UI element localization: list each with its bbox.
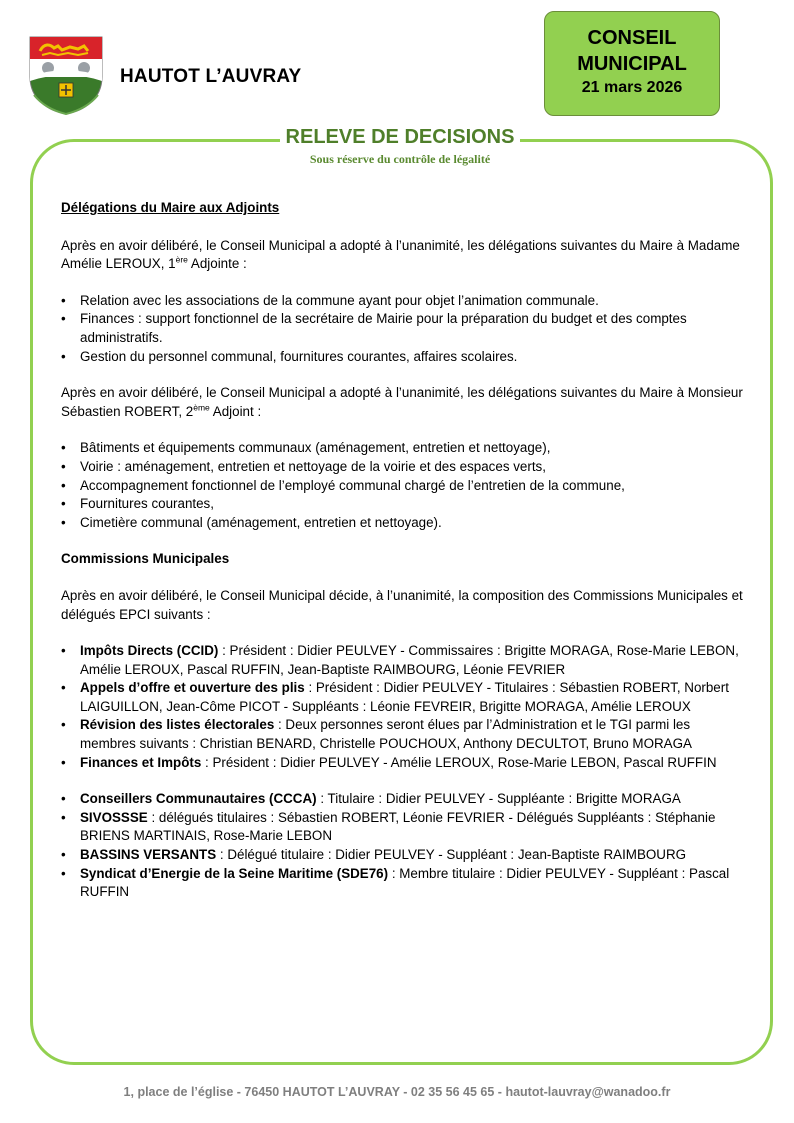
delegation-intro-1 [61, 237, 746, 274]
intro2-tail: Adjoint : [209, 403, 262, 419]
commissions-intro: Après en avoir délibéré, le Conseil Municipal décide, à l’unanimité, la composition des Commissions Municipales et délégués EPCI suivants : [61, 587, 743, 622]
list-item: • Fournitures courantes, [61, 495, 746, 514]
council-label-line1: CONSEIL [587, 27, 677, 49]
list-item: • Relation avec les associations de la commune ayant pour objet l’animation communale. [61, 292, 746, 311]
council-date: 21 mars 2026 [581, 79, 683, 96]
item-text: : délégués titulaires : Sébastien ROBERT, Léonie FEVRIER - Délégués Suppléants : Stéphanie BRIENS MARTINAIS, Rose-Marie LEBON [80, 809, 716, 844]
list-item: • Cimetière communal (aménagement, entretien et nettoyage). [61, 514, 746, 533]
delegation-list-1 [61, 292, 746, 366]
document-body [61, 199, 746, 902]
commission-list-2 [61, 790, 746, 902]
list-item [61, 865, 746, 902]
item-text: : Président : Didier PEULVEY - Titulaires : Sébastien ROBERT, Norbert LAIGUILLON, Jean-Côme PICOT - Suppléants : Léonie FEVREIR, Brigitte MORAGA, Amélie LEROUX [80, 680, 729, 714]
list-item: • Bâtiments et équipements communaux (aménagement, entretien et nettoyage), [61, 439, 746, 458]
council-label-line2: MUNICIPAL [577, 53, 687, 75]
section-heading-commissions: Commissions Municipales [61, 551, 230, 567]
list-item [61, 846, 746, 865]
item-label: Appels d’offre et ouverture des plis [80, 680, 305, 696]
item-label: SIVOSSSE [80, 809, 148, 825]
list-item: • Gestion du personnel communal, fournitures courantes, affaires scolaires. [61, 348, 746, 367]
title-block [280, 124, 520, 167]
page-subtitle: Sous réserve du contrôle de légalité [309, 152, 491, 166]
item-text: : Membre titulaire : Didier PEULVEY - Suppléant : Pascal RUFFIN [80, 865, 730, 900]
intro1-sup: ère [175, 254, 188, 265]
intro2-sup: ème [193, 402, 210, 413]
footer-address: 1, place de l’église - 76450 HAUTOT L’AUVRAY - 02 35 56 45 65 - hautot-lauvray@wanadoo.fr [123, 1085, 671, 1099]
town-name: HAUTOT L’AUVRAY [120, 66, 302, 87]
item-text: : Délégué titulaire : Didier PEULVEY - Suppléant : Jean-Baptiste RAIMBOURG [216, 847, 687, 863]
item-text: : Président : Didier PEULVEY - Commissaires : Brigitte MORAGA, Rose-Marie LEBON, Amélie LEROUX, Pascal RUFFIN, Jean-Baptiste RAIMBOURG, Léonie FEVRIER [80, 643, 739, 677]
item-label: Syndicat d’Energie de la Seine Maritime (SDE76) [80, 865, 389, 881]
item-text: : Deux personnes seront élues par l’Administration et le TGI parmi les membres suivants : Christian BENARD, Christelle POUCHOUX, Anthony DECULTOT, Bruno MORAGA [80, 717, 692, 752]
section-heading-delegations: Délégations du Maire aux Adjoints [61, 200, 280, 215]
list-item: • Finances : support fonctionnel de la secrétaire de Mairie pour la préparation du budget et des comptes administratifs. [61, 310, 746, 347]
delegation-list-2 [61, 439, 746, 532]
coat-of-arms-icon [28, 35, 104, 115]
list-item [61, 809, 746, 846]
list-item [61, 642, 746, 679]
intro2-text: Après en avoir délibéré, le Conseil Municipal a adopté à l’unanimité, les délégations suivantes du Maire à Monsieur Sébastien ROBERT, 2 [61, 385, 743, 419]
item-text: : Titulaire : Didier PEULVEY - Suppléante : Brigitte MORAGA [316, 791, 681, 807]
item-label: BASSINS VERSANTS [80, 847, 217, 863]
list-item [61, 754, 746, 773]
item-text: : Président : Didier PEULVEY - Amélie LEROUX, Rose-Marie LEBON, Pascal RUFFIN [201, 754, 717, 770]
item-label: Finances et Impôts [80, 754, 202, 770]
item-label: Conseillers Communautaires (CCCA) [80, 791, 317, 807]
item-label: Révision des listes électorales [80, 717, 275, 733]
list-item [61, 679, 746, 716]
list-item: • Voirie : aménagement, entretien et nettoyage de la voirie et des espaces verts, [61, 458, 746, 477]
list-item [61, 716, 746, 753]
intro1-text: Après en avoir délibéré, le Conseil Municipal a adopté à l’unanimité, les délégations suivantes du Maire à Madame Amélie LEROUX, 1 [61, 237, 740, 272]
council-badge [544, 11, 720, 116]
intro1-tail: Adjointe : [187, 256, 247, 272]
commission-list-1 [61, 642, 746, 772]
page-title: RELEVE DE DECISIONS [285, 126, 515, 148]
delegation-intro-2 [61, 384, 746, 421]
list-item: • Accompagnement fonctionnel de l’employé communal chargé de l’entretien de la commune, [61, 477, 746, 496]
list-item [61, 790, 746, 809]
item-label: Impôts Directs (CCID) [80, 643, 219, 659]
